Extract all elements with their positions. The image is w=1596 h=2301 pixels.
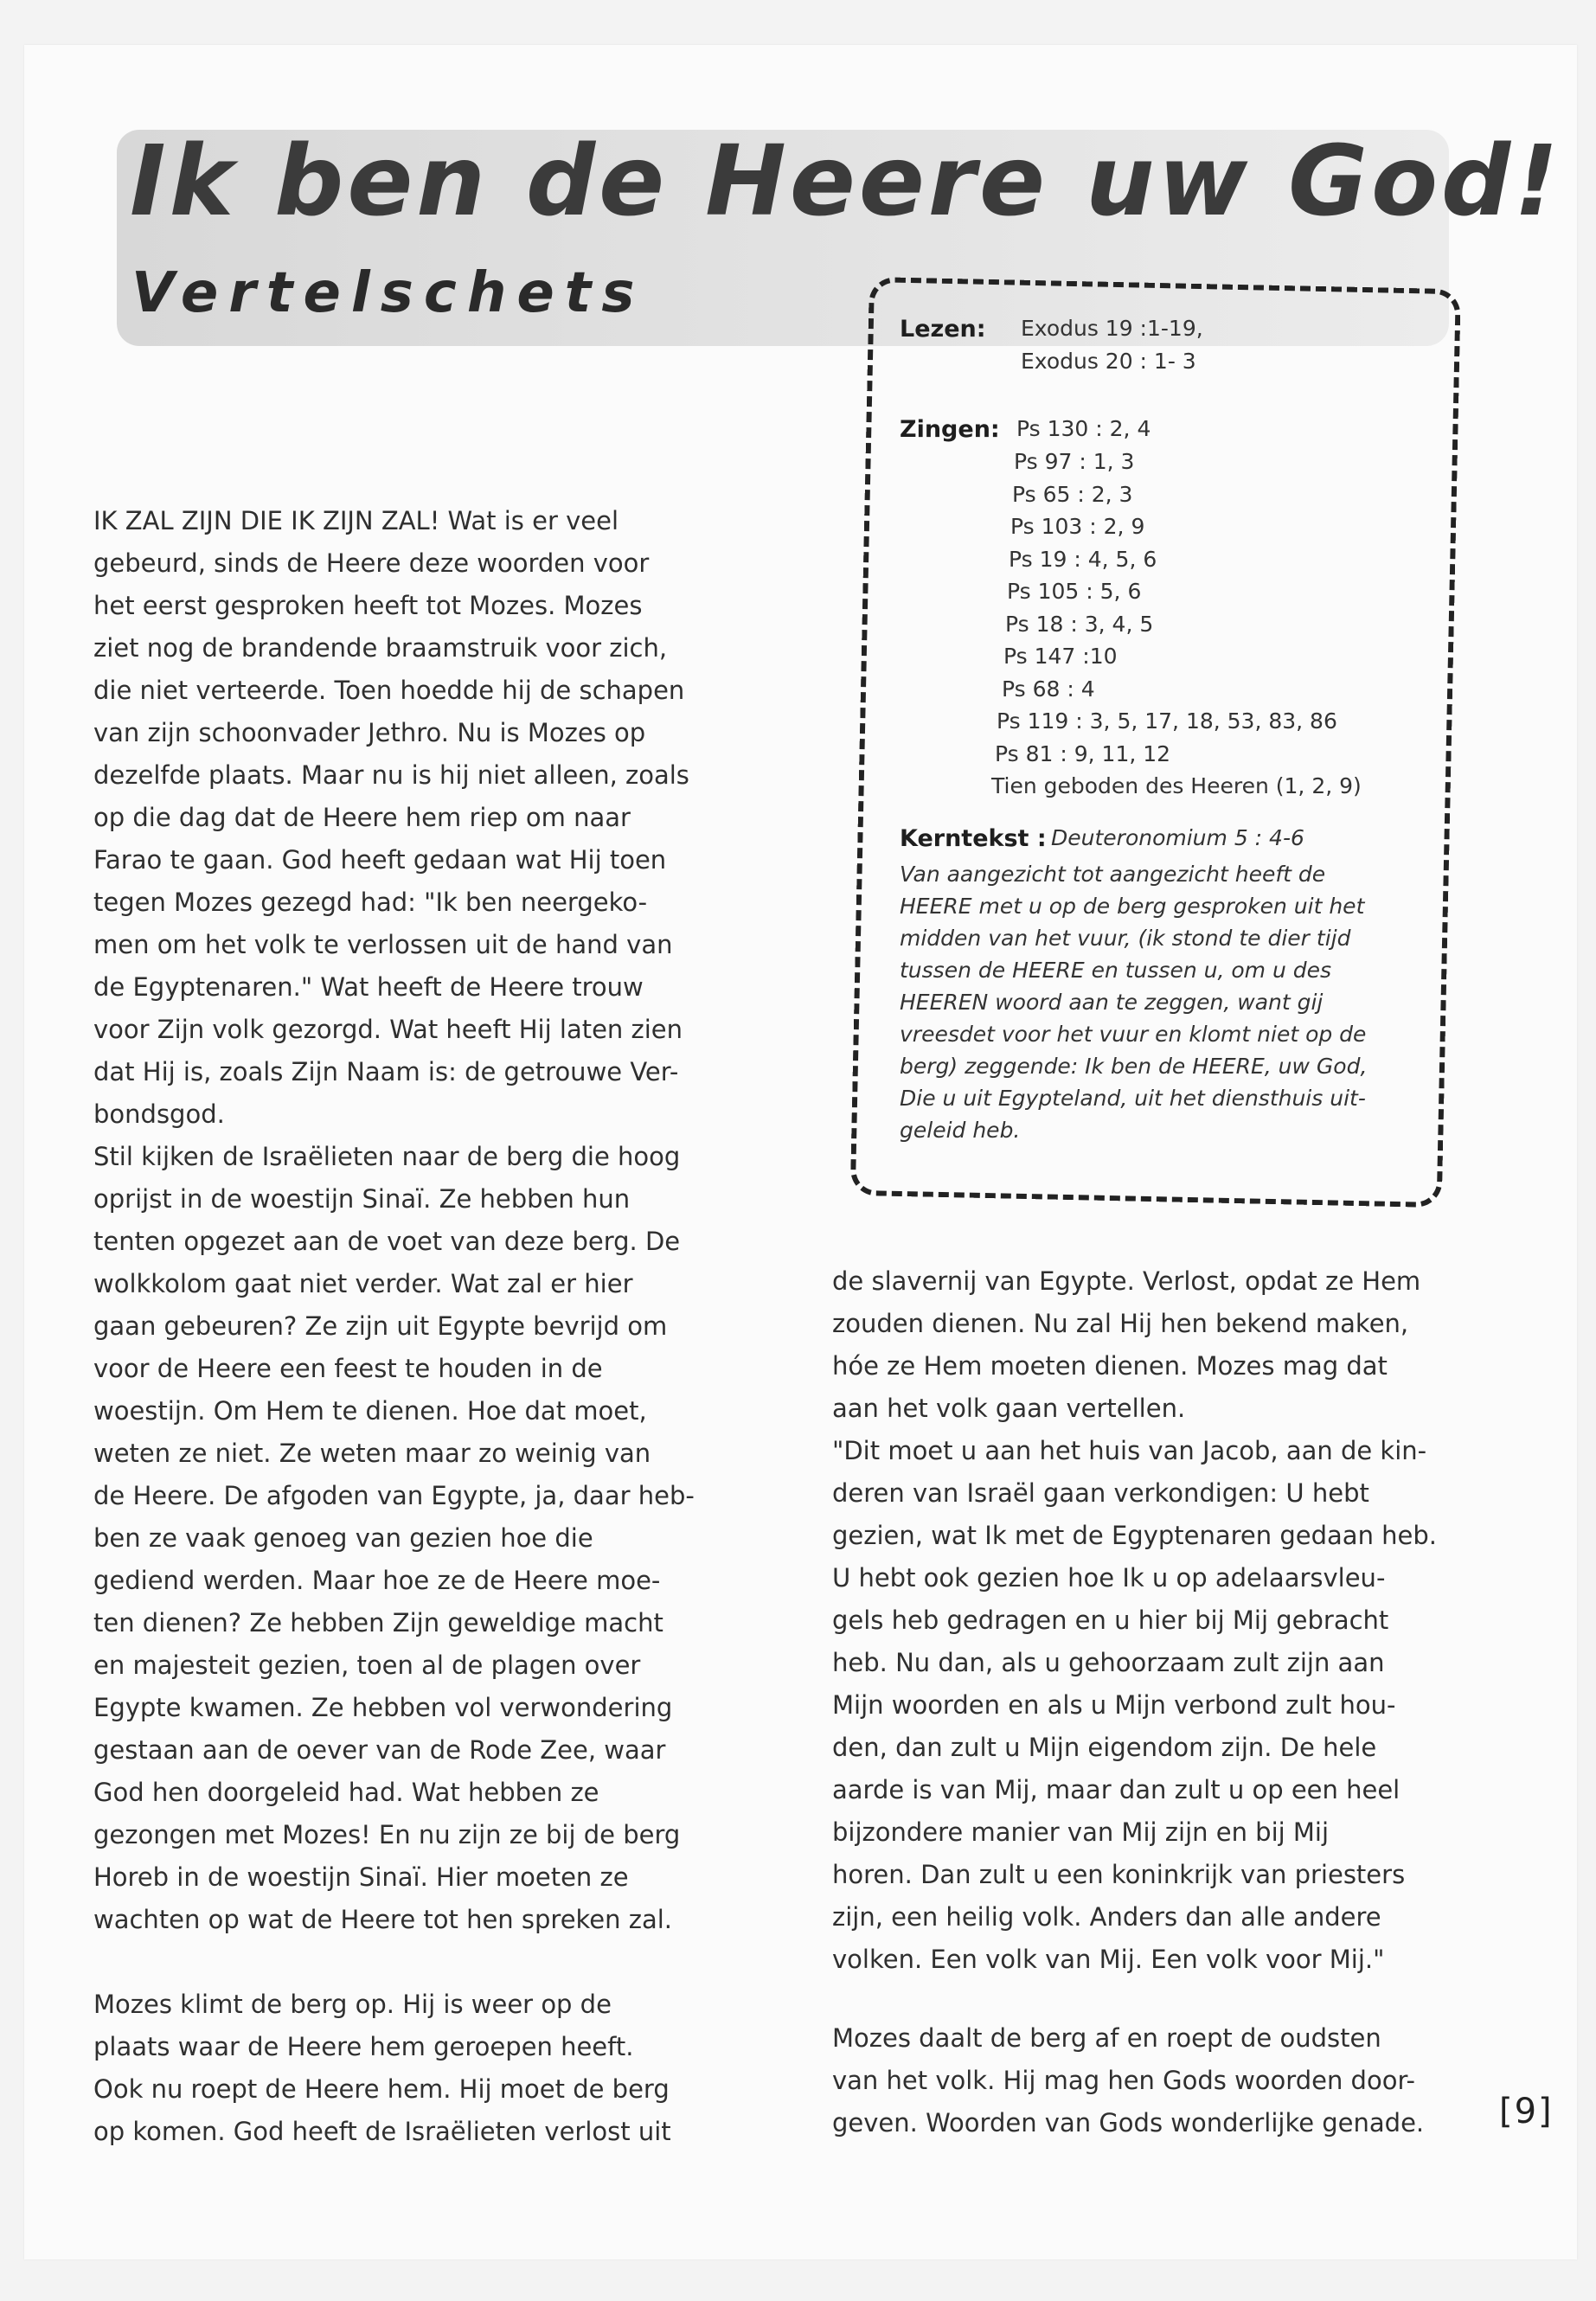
text-line: ben ze vaak genoeg van gezien hoe die [93, 1523, 593, 1553]
text-line: weten ze niet. Ze weten maar zo weinig van [93, 1439, 651, 1468]
text-line: God hen doorgeleid had. Wat hebben ze [93, 1778, 599, 1807]
lezen-row-2 [900, 349, 1436, 381]
right-column-closing-text [832, 2017, 1464, 2144]
text-line: Mijn woorden en als u Mijn verbond zult hou- [832, 1690, 1396, 1720]
lezen-row [900, 316, 1436, 349]
text-line: heb. Nu dan, als u gehoorzaam zult zijn aan [832, 1648, 1385, 1677]
text-line: Mozes daalt de berg af en roept de oudsten [832, 2023, 1381, 2053]
zingen-ref: Ps 19 : 4, 5, 6 [1009, 546, 1157, 572]
text-line: en majesteit gezien, toen al de plagen over [93, 1650, 641, 1680]
text-line: wolkkolom gaat niet verder. Wat zal er hier [93, 1269, 633, 1298]
kerntekst-line: tussen de HEERE en tussen u, om u des [900, 957, 1332, 983]
text-line: bondsgod. [93, 1099, 225, 1129]
right-column-text [832, 1260, 1464, 1981]
text-line: U hebt ook gezien hoe Ik u op adelaarsvleu- [832, 1563, 1386, 1593]
zingen-ref: Ps 130 : 2, 4 [1016, 416, 1151, 441]
zingen-ref: Ps 81 : 9, 11, 12 [995, 740, 1171, 766]
zingen-ref: Ps 97 : 1, 3 [1014, 449, 1135, 474]
text-line: de slavernij van Egypte. Verlost, opdat ze Hem [832, 1266, 1421, 1296]
text-line: tenten opgezet aan de voet van deze berg. De [93, 1227, 681, 1256]
lezen-ref-2: Exodus 20 : 1- 3 [1021, 349, 1196, 374]
zingen-ref: Ps 119 : 3, 5, 17, 18, 53, 83, 86 [997, 708, 1337, 734]
text-line: Farao te gaan. God heeft gedaan wat Hij toen [93, 845, 667, 875]
text-line: op die dag dat de Heere hem riep om naar [93, 803, 631, 832]
page-title: Ik ben de Heere uw God! [130, 125, 1562, 238]
kerntekst-quote [900, 858, 1436, 1146]
text-line: den, dan zult u Mijn eigendom zijn. De hele [832, 1733, 1377, 1762]
text-line: Mozes klimt de berg op. Hij is weer op de [93, 1990, 612, 2019]
page-number: [9] [1499, 2092, 1554, 2131]
text-line: Ook nu roept de Heere hem. Hij moet de berg [93, 2074, 670, 2104]
text-line: ten dienen? Ze hebben Zijn geweldige macht [93, 1608, 663, 1638]
zingen-ref: Ps 103 : 2, 9 [1010, 514, 1145, 539]
text-line: voor Zijn volk gezorgd. Wat heeft Hij laten zien [93, 1015, 683, 1044]
text-line: deren van Israël gaan verkondigen: U hebt [832, 1478, 1369, 1508]
text-line: Egypte kwamen. Ze hebben vol verwondering [93, 1693, 673, 1722]
text-line: dat Hij is, zoals Zijn Naam is: de getrouwe Ver- [93, 1057, 679, 1086]
text-line: plaats waar de Heere hem geroepen heeft. [93, 2032, 634, 2061]
section-subtitle: Vertelschets [131, 261, 645, 325]
text-line: tegen Mozes gezegd had: "Ik ben neergeko- [93, 888, 648, 917]
kerntekst-line: HEERE met u op de berg gesproken uit het [900, 893, 1365, 919]
text-line: gestaan aan de oever van de Rode Zee, waar [93, 1735, 666, 1765]
text-line: hóe ze Hem moeten dienen. Mozes mag dat [832, 1351, 1388, 1381]
text-line: horen. Dan zult u een koninkrijk van priesters [832, 1860, 1406, 1889]
text-line: aan het volk gaan vertellen. [832, 1394, 1186, 1423]
zingen-label: Zingen: [900, 416, 1000, 443]
zingen-ref: Ps 68 : 4 [1002, 676, 1095, 702]
text-line: ziet nog de brandende braamstruik voor zich, [93, 633, 668, 663]
text-line: de Egyptenaren." Wat heeft de Heere trouw [93, 972, 644, 1002]
zingen-ref: Ps 65 : 2, 3 [1012, 481, 1133, 507]
kerntekst-row [900, 825, 1436, 858]
text-line: men om het volk te verlossen uit de hand van [93, 930, 673, 959]
text-line: zouden dienen. Nu zal Hij hen bekend maken, [832, 1309, 1409, 1338]
zingen-ref: Ps 147 :10 [1003, 644, 1118, 669]
text-line: het eerst gesproken heeft tot Mozes. Mozes [93, 591, 643, 620]
text-line: zijn, een heilig volk. Anders dan alle andere [832, 1902, 1381, 1932]
kerntekst-line: midden van het vuur, (ik stond te dier tijd [900, 925, 1351, 951]
text-line: gezongen met Mozes! En nu zijn ze bij de berg [93, 1820, 681, 1849]
kerntekst-line: HEEREN woord aan te zeggen, want gij [900, 989, 1324, 1015]
kerntekst-line: geleid heb. [900, 1117, 1021, 1143]
text-line: gediend werden. Maar hoe ze de Heere moe- [93, 1566, 661, 1595]
text-line: die niet verteerde. Toen hoedde hij de schapen [93, 676, 685, 705]
text-line: aarde is van Mij, maar dan zult u op een heel [832, 1775, 1401, 1804]
text-line: gaan gebeuren? Ze zijn uit Egypte bevrijd om [93, 1311, 668, 1341]
zingen-ref: Ps 105 : 5, 6 [1007, 579, 1142, 604]
kerntekst-line: vreesdet voor het vuur en klomt niet op de [900, 1021, 1367, 1047]
zingen-row [900, 416, 1436, 449]
text-line: gebeurd, sinds de Heere deze woorden voor [93, 548, 650, 578]
text-line: voor de Heere een feest te houden in de [93, 1354, 603, 1383]
text-line: volken. Een volk van Mij. Een volk voor Mij." [832, 1945, 1385, 1974]
text-line: Stil kijken de Israëlieten naar de berg die hoog [93, 1142, 681, 1171]
reading-info-content [900, 316, 1436, 1146]
text-line: IK ZAL ZIJN DIE IK ZIJN ZAL! Wat is er veel [93, 506, 619, 535]
text-line: bijzondere manier van Mij zijn en bij Mij [832, 1817, 1330, 1847]
text-line: gels heb gedragen en u hier bij Mij gebracht [832, 1606, 1389, 1635]
text-line: "Dit moet u aan het huis van Jacob, aan de kin- [832, 1436, 1427, 1465]
text-line: van zijn schoonvader Jethro. Nu is Mozes op [93, 718, 646, 747]
text-line: de Heere. De afgoden van Egypte, ja, daar heb- [93, 1481, 695, 1510]
zingen-ref: Tien geboden des Heeren (1, 2, 9) [991, 773, 1362, 798]
text-line: dezelfde plaats. Maar nu is hij niet alleen, zoals [93, 760, 689, 790]
kerntekst-line: berg) zeggende: Ik ben de HEERE, uw God, [900, 1053, 1368, 1079]
kerntekst-line: Van aangezicht tot aangezicht heeft de [900, 861, 1326, 887]
text-line: van het volk. Hij mag hen Gods woorden door- [832, 2066, 1415, 2095]
kerntekst-label: Kerntekst : [900, 824, 1047, 852]
lezen-label: Lezen: [900, 316, 986, 343]
lezen-ref-1: Exodus 19 :1-19, [1021, 316, 1203, 341]
text-line: Horeb in de woestijn Sinaï. Hier moeten ze [93, 1862, 629, 1892]
left-column-text [93, 500, 751, 2153]
text-line: wachten op wat de Heere tot hen spreken zal. [93, 1905, 673, 1934]
text-line: woestijn. Om Hem te dienen. Hoe dat moet, [93, 1396, 647, 1426]
kerntekst-ref: Deuteronomium 5 : 4-6 [1051, 824, 1304, 850]
zingen-list [900, 449, 1436, 806]
text-line: op komen. God heeft de Israëlieten verlost uit [93, 2117, 671, 2146]
text-line: geven. Woorden van Gods wonderlijke genade. [832, 2108, 1425, 2138]
zingen-ref: Ps 18 : 3, 4, 5 [1005, 611, 1154, 637]
text-line: gezien, wat Ik met de Egyptenaren gedaan heb. [832, 1521, 1438, 1550]
text-line: oprijst in de woestijn Sinaï. Ze hebben hun [93, 1184, 631, 1214]
kerntekst-line: Die u uit Egypteland, uit het diensthuis uit- [900, 1085, 1366, 1111]
